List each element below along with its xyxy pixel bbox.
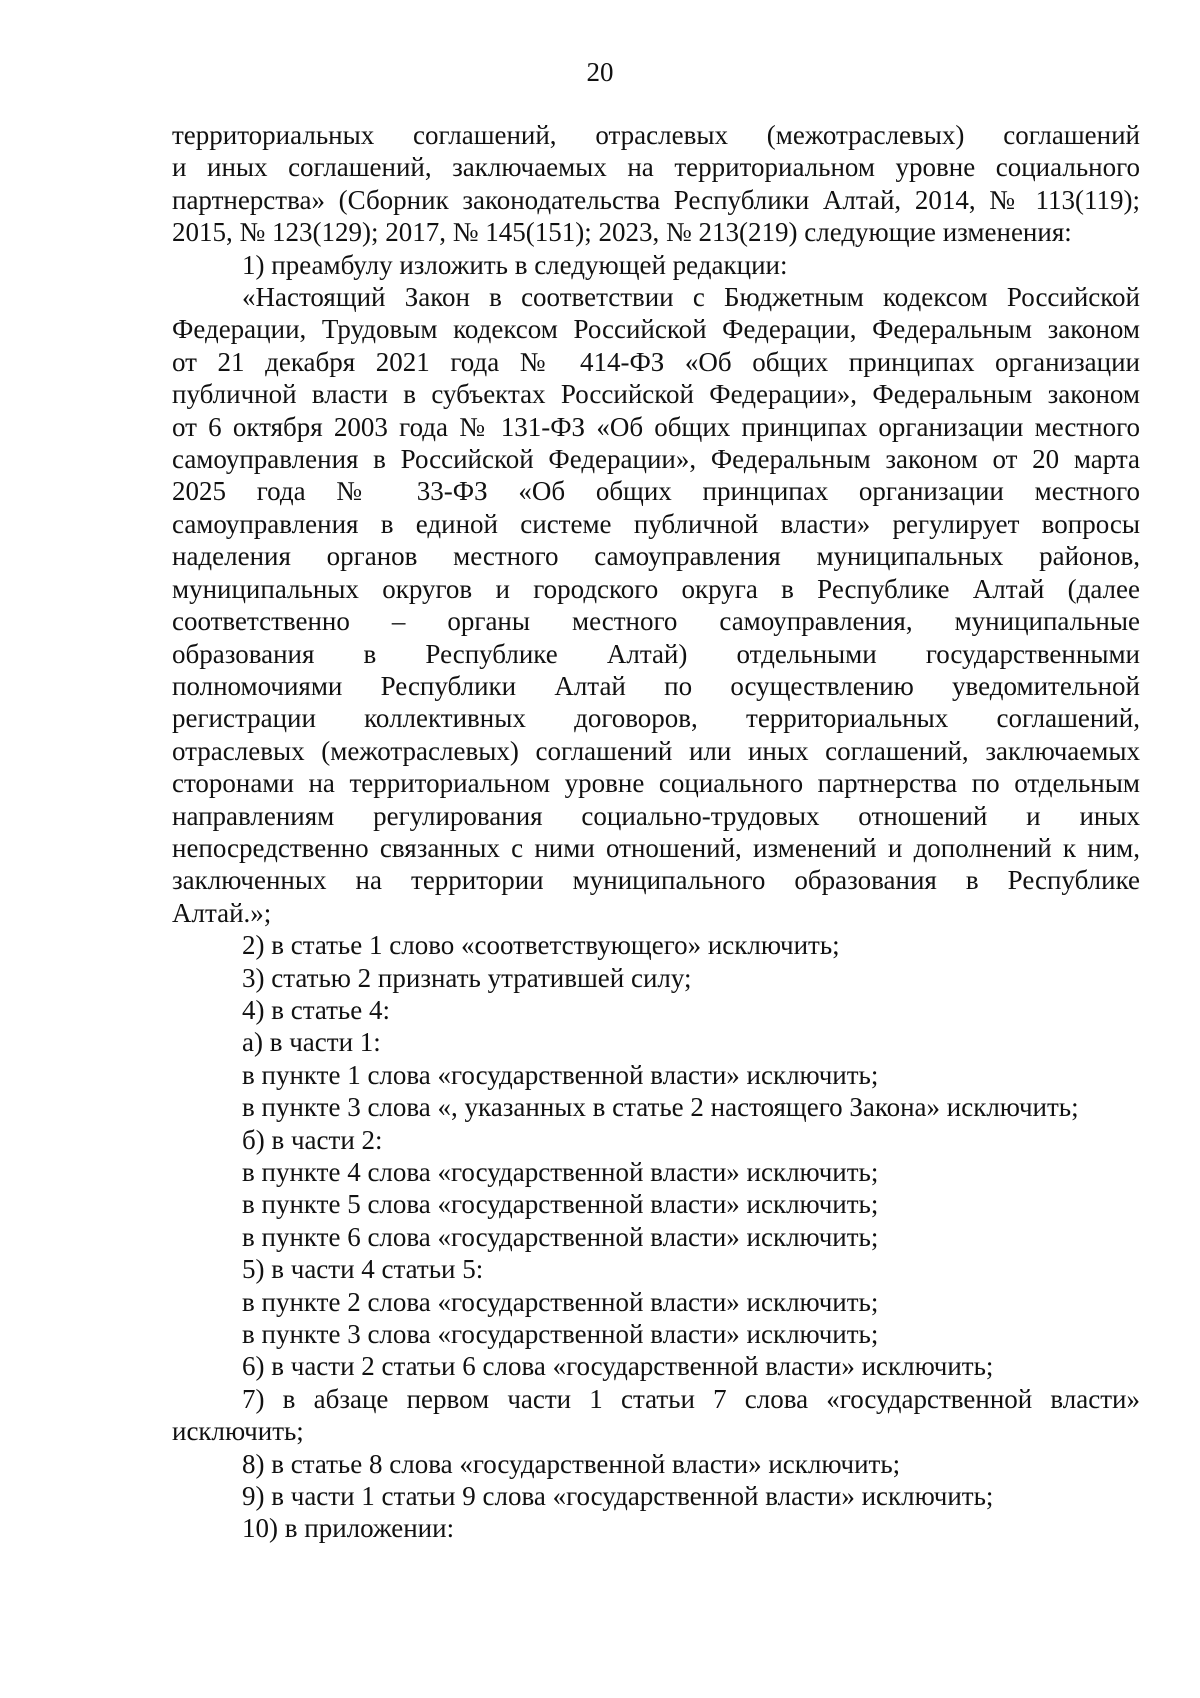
amendment-item-1 — [172, 249, 1140, 281]
text-line: 1) преамбулу изложить в следующей редакции: — [242, 249, 788, 280]
text-line: и иных соглашений, заключаемых на территориальном уровне социального — [172, 152, 1140, 183]
list-item: в пункте 2 слова «государственной власти» исключить; — [242, 1286, 879, 1317]
list-item: 3) статью 2 признать утратившей силу; — [242, 962, 692, 993]
text-line: 7) в абзаце первом части 1 статьи 7 слова «государственной власти» — [242, 1383, 1140, 1414]
text-line: от 21 декабря 2021 года № 414-ФЗ «Об общих принципах организации — [172, 346, 1140, 377]
list-item: в пункте 3 слова «государственной власти» исключить; — [242, 1319, 879, 1350]
text-line: от 6 октября 2003 года № 131-ФЗ «Об общих принципах организации местного — [172, 411, 1140, 442]
text-line: муниципальных округов и городского округа в Республике Алтай (далее — [172, 573, 1140, 604]
amendment-list-end — [172, 1448, 1140, 1545]
list-item: а) в части 1: — [242, 1027, 381, 1058]
text-line: направлениям регулирования социально-трудовых отношений и иных — [172, 800, 1140, 831]
intro-paragraph — [172, 119, 1140, 249]
list-item: в пункте 5 слова «государственной власти» исключить; — [242, 1189, 879, 1220]
text-line: наделения органов местного самоуправления муниципальных районов, — [172, 541, 1140, 572]
list-item: 2) в статье 1 слово «соответствующего» исключить; — [242, 930, 840, 961]
list-item: в пункте 1 слова «государственной власти» исключить; — [242, 1059, 879, 1090]
text-line: «Настоящий Закон в соответствии с Бюджетным кодексом Российской — [242, 282, 1140, 313]
text-line: партнерства» (Сборник законодательства Республики Алтай, 2014, № 113(119); — [172, 184, 1140, 215]
list-item: 4) в статье 4: — [242, 994, 390, 1025]
list-item: 10) в приложении: — [242, 1513, 455, 1544]
text-line: регистрации коллективных договоров, территориальных соглашений, — [172, 703, 1140, 734]
text-line: Федерации, Трудовым кодексом Российской Федерации, Федеральным законом — [172, 314, 1140, 345]
list-item: в пункте 4 слова «государственной власти» исключить; — [242, 1157, 879, 1187]
text-line: Алтай.»; — [172, 897, 272, 928]
preamble-paragraph — [172, 281, 1140, 929]
text-line: отраслевых (межотраслевых) соглашений или иных соглашений, заключаемых — [172, 735, 1140, 766]
text-line: территориальных соглашений, отраслевых (межотраслевых) соглашений — [172, 120, 1140, 150]
text-line: образования в Республике Алтай) отдельными государственными — [172, 638, 1140, 669]
text-line: самоуправления в Российской Федерации», Федеральным законом от 20 марта — [172, 444, 1140, 475]
list-item: в пункте 6 слова «государственной власти» исключить; — [242, 1221, 879, 1252]
text-line: 2025 года № 33-ФЗ «Об общих принципах организации местного — [172, 476, 1140, 507]
list-item: 8) в статье 8 слова «государственной власти» исключить; — [242, 1448, 901, 1479]
list-item: 5) в части 4 статьи 5: — [242, 1254, 484, 1285]
amendment-item-7 — [172, 1383, 1140, 1448]
text-line: заключенных на территории муниципального образования в Республике — [172, 865, 1140, 896]
list-item: б) в части 2: — [242, 1124, 383, 1155]
list-item: 6) в части 2 статьи 6 слова «государственной власти» исключить; — [242, 1351, 994, 1382]
text-line: полномочиями Республики Алтай по осуществлению уведомительной — [172, 670, 1140, 701]
text-line: самоуправления в единой системе публичной власти» регулирует вопросы — [172, 508, 1140, 539]
list-item: в пункте 3 слова «, указанных в статье 2 настоящего Закона» исключить; — [242, 1092, 1079, 1123]
text-line: непосредственно связанных с ними отношений, изменений и дополнений к ним, — [172, 832, 1140, 863]
amendment-list — [172, 929, 1140, 1383]
text-line: публичной власти в субъектах Российской Федерации», Федеральным законом — [172, 379, 1140, 410]
text-line: соответственно – органы местного самоуправления, муниципальные — [172, 606, 1140, 637]
text-line: 2015, № 123(129); 2017, № 145(151); 2023, № 213(219) следующие изменения: — [172, 217, 1072, 248]
page-number: 20 — [586, 57, 614, 87]
document-body — [172, 119, 1140, 1545]
text-line: исключить; — [172, 1416, 304, 1447]
text-line: сторонами на территориальном уровне социального партнерства по отдельным — [172, 768, 1140, 799]
list-item: 9) в части 1 статьи 9 слова «государственной власти» исключить; — [242, 1481, 994, 1512]
